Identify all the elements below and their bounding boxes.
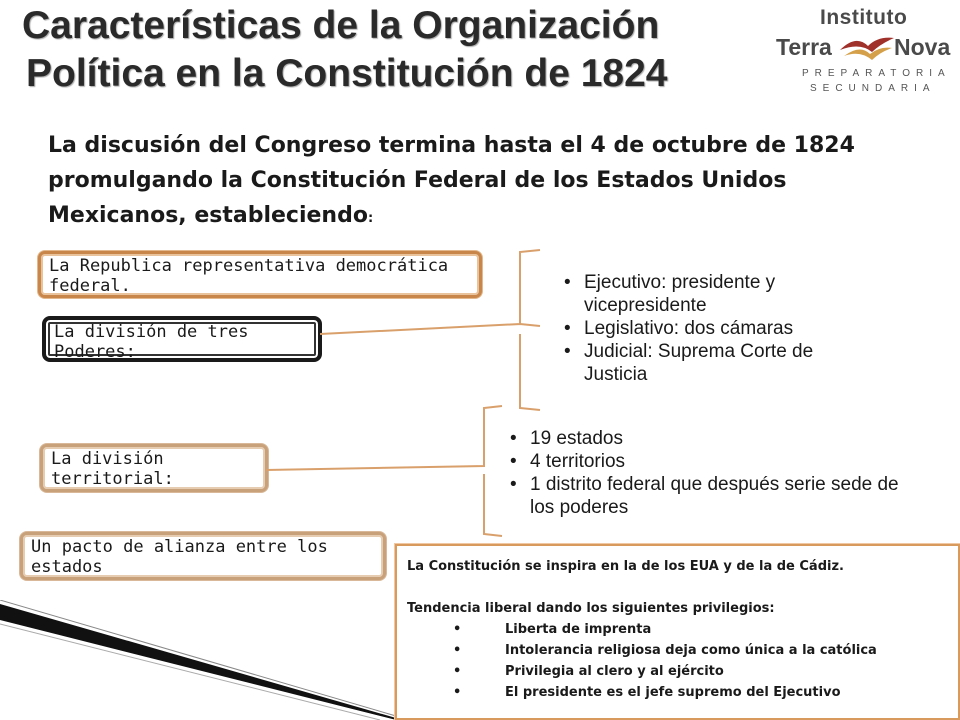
note-privileges-list	[407, 619, 948, 703]
logo-secundaria-text: SECUNDARIA	[810, 83, 936, 94]
logo-nova-text: Nova	[894, 34, 951, 60]
decorative-corner-stripe	[0, 600, 400, 720]
list-item: • 19 estados	[508, 427, 918, 450]
logo-instituto-text: Instituto	[820, 6, 908, 29]
list-item: • Judicial: Suprema Corte de Justicia	[562, 340, 862, 386]
list-item: • Privilegia al clero y al ejército	[407, 661, 948, 682]
powers-list	[562, 271, 862, 386]
list-item: • 4 territorios	[508, 450, 918, 473]
intro-paragraph	[48, 128, 928, 236]
list-item: • El presidente es el jefe supremo del Ejecutivo	[407, 682, 948, 703]
intro-text: La discusión del Congreso termina hasta el 4 de octubre de 1824 promulgando la Constitución Federal de los Estados Unidos Mexicanos, estableciendo	[48, 133, 855, 228]
box-division-territorial: La división territorial:	[40, 444, 268, 492]
slide-title	[22, 2, 782, 98]
intro-colon: :	[367, 211, 374, 226]
institute-logo	[776, 4, 956, 100]
note-line-2: Tendencia liberal dando los siguientes privilegios:	[407, 601, 775, 616]
logo-terra-text: Terra	[776, 34, 832, 60]
logo-preparatoria-text: PREPARATORIA	[802, 68, 951, 79]
list-item: • Liberta de imprenta	[407, 619, 948, 640]
list-item: • Legislativo: dos cámaras	[562, 317, 862, 340]
list-item: • Ejecutivo: presidente y vicepresidente	[562, 271, 862, 317]
box-republica: La Republica representativa democrática federal.	[38, 251, 482, 298]
box-division-poderes: La división de tres Poderes:	[42, 316, 322, 362]
list-item: • Intolerancia religiosa deja como única a la católica	[407, 640, 948, 661]
title-line-1: Características de la Organización	[22, 4, 660, 47]
constitution-note-box	[395, 544, 960, 720]
box-pacto-alianza: Un pacto de alianza entre los estados	[20, 532, 386, 580]
territory-list	[508, 427, 918, 519]
bird-logo-icon	[838, 30, 896, 62]
title-line-2: Política en la Constitución de 1824	[26, 52, 668, 95]
note-line-1: La Constitución se inspira en la de los EUA y de la de Cádiz.	[407, 559, 844, 574]
powers-bracket	[320, 248, 550, 413]
territory-bracket	[266, 404, 506, 540]
list-item: • 1 distrito federal que después serie sede de los poderes	[508, 473, 918, 519]
